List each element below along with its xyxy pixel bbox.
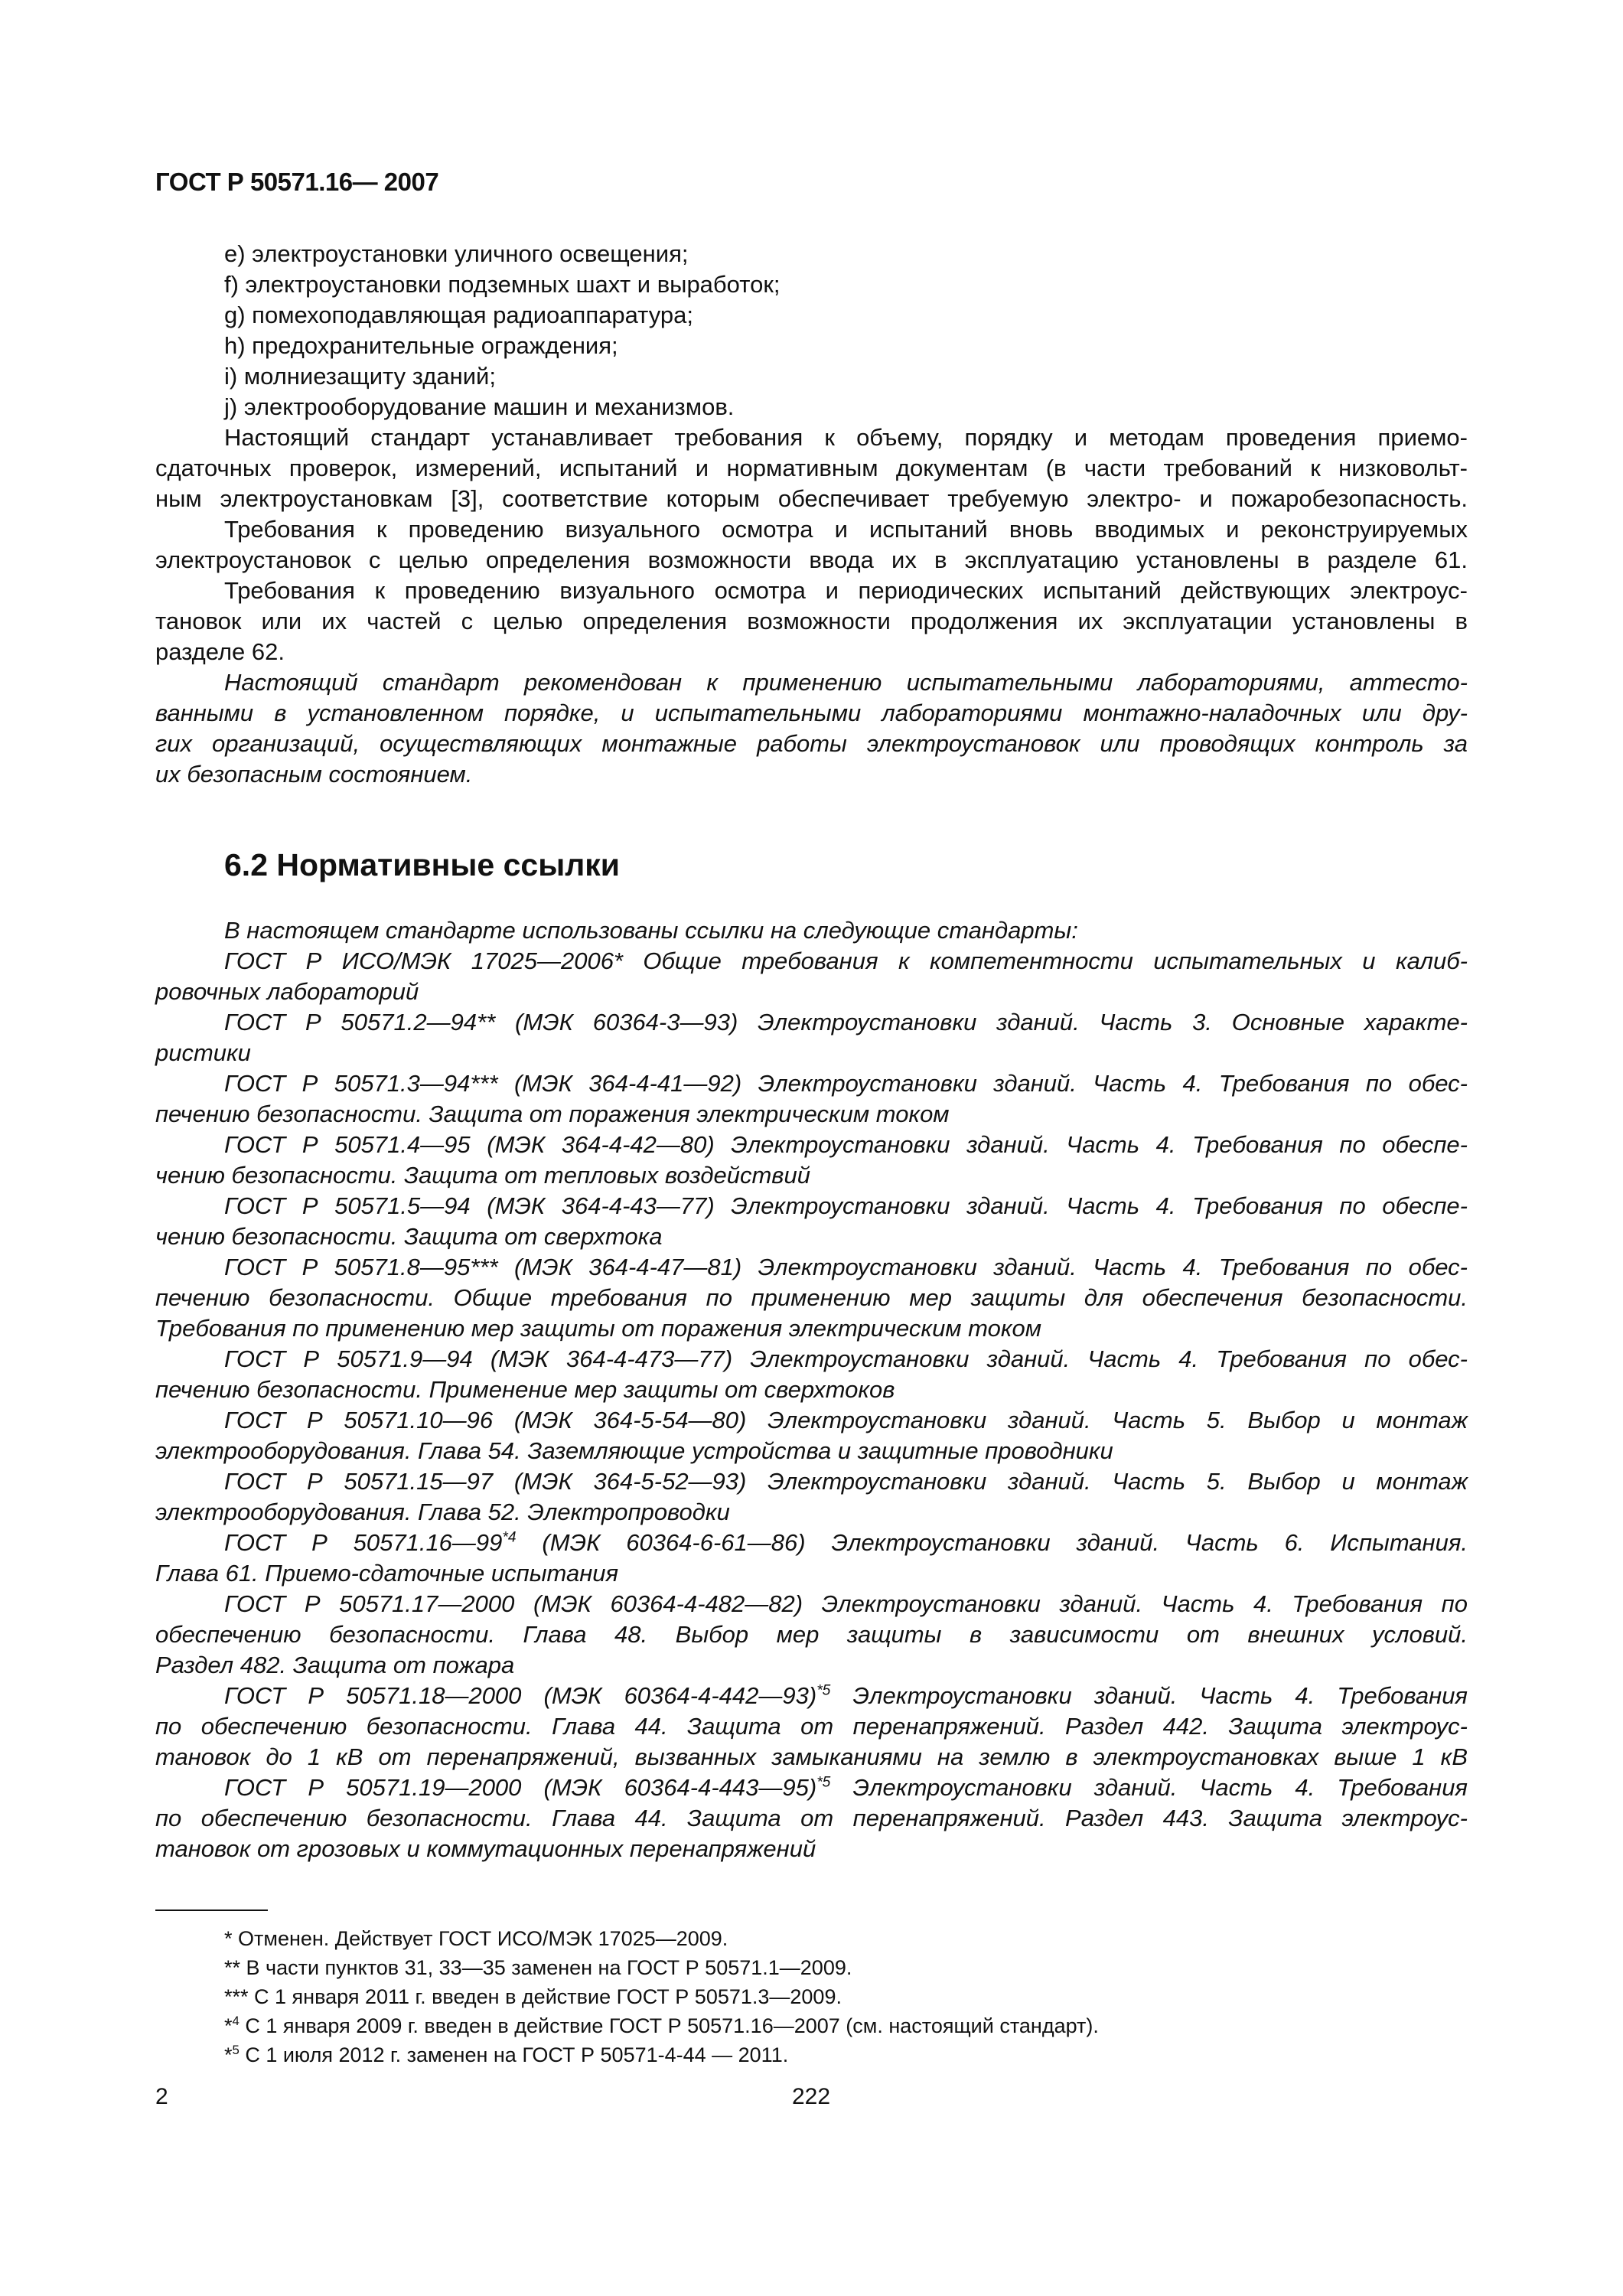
footnote-text: С 1 января 2009 г. введен в действие ГОСТ Р 50571.16—2007 (см. настоящий стандарт).	[239, 2014, 1099, 2037]
footnote-marker: *5	[816, 1682, 831, 1699]
reference-line: чению безопасности. Защита от тепловых воздействий	[155, 1162, 810, 1189]
reference-line: обеспечению безопасности. Глава 48. Выбор мер защиты в зависимости от внешних условий.	[155, 1621, 1468, 1648]
footnote	[224, 1953, 852, 1982]
footnote-mark-number: 5	[232, 2042, 240, 2057]
footnote-text: В части пунктов 31, 33—35 заменен на ГОСТ Р 50571.1—2009.	[240, 1956, 852, 1979]
reference-line: по обеспечению безопасности. Глава 44. Защита от перенапряжений. Раздел 443. Защита электроус-	[155, 1805, 1468, 1831]
paragraph-line: ным электроустановкам [3], соответствие которым обеспечивает требуемую электро- и пожаробезопасность.	[155, 485, 1468, 512]
reference-line: ГОСТ Р 50571.10—96 (МЭК 364-5-54—80) Электроустановки зданий. Часть 5. Выбор и монтаж	[224, 1407, 1468, 1433]
footnote-marker: *4	[502, 1529, 517, 1546]
page-number-local: 2	[155, 2084, 168, 2109]
reference-line: ристики	[155, 1039, 251, 1066]
reference-line: ГОСТ Р 50571.2—94** (МЭК 60364-3—93) Электроустановки зданий. Часть 3. Основные характе-	[224, 1009, 1468, 1035]
reference-line	[224, 1681, 1468, 1711]
footnote-mark: *	[224, 1927, 233, 1950]
reference-line: по обеспечению безопасности. Глава 44. Защита от перенапряжений. Раздел 442. Защита электроус-	[155, 1713, 1468, 1740]
document-header-id: ГОСТ Р 50571.16— 2007	[155, 168, 439, 196]
paragraph-line: Настоящий стандарт рекомендован к применению испытательными лабораториями, аттесто-	[224, 669, 1468, 696]
list-item: g) помехоподавляющая радиоаппаратура;	[224, 302, 693, 328]
paragraph-line: Требования к проведению визуального осмотра и испытаний вновь вводимых и реконструируемых	[224, 516, 1468, 543]
reference-line: ГОСТ Р 50571.3—94*** (МЭК 364-4-41—92) Электроустановки зданий. Часть 4. Требования по обес-	[224, 1070, 1468, 1097]
reference-title: Электроустановки зданий. Часть 4. Требования	[830, 1682, 1468, 1709]
list-item: i) молниезащиту зданий;	[224, 363, 496, 390]
footnote-separator	[155, 1910, 268, 1911]
reference-code: ГОСТ Р 50571.18—2000 (МЭК 60364-4-442—93)	[224, 1682, 817, 1709]
list-item: e) электроустановки уличного освещения;	[224, 240, 689, 267]
reference-line: печению безопасности. Применение мер защиты от сверхтоков	[155, 1376, 895, 1403]
footnote	[224, 1924, 728, 1953]
reference-line: ГОСТ Р 50571.9—94 (МЭК 364-4-473—77) Электроустановки зданий. Часть 4. Требования по обес-	[224, 1345, 1468, 1372]
reference-line: электрооборудования. Глава 54. Заземляющие устройства и защитные проводники	[155, 1437, 1113, 1464]
list-item: j) электрооборудование машин и механизмов.	[224, 393, 735, 420]
reference-line: электрооборудования. Глава 52. Электропроводки	[155, 1499, 730, 1525]
paragraph-line: ванными в установленном порядке, и испытательными лабораториями монтажно-наладочных или дру-	[155, 700, 1468, 726]
reference-line: ГОСТ Р 50571.4—95 (МЭК 364-4-42—80) Электроустановки зданий. Часть 4. Требования по обеспе-	[224, 1131, 1468, 1158]
reference-line: ГОСТ Р 50571.17—2000 (МЭК 60364-4-482—82) Электроустановки зданий. Часть 4. Требования по	[224, 1590, 1468, 1617]
reference-title: Электроустановки зданий. Часть 4. Требования	[830, 1774, 1468, 1801]
reference-line: тановок до 1 кВ от перенапряжений, вызванных замыканиями на землю в электроустановках выше 1 кВ	[155, 1743, 1468, 1770]
reference-line: Требования по применению мер защиты от поражения электрическим током	[155, 1315, 1042, 1342]
footnote-text: С 1 июля 2012 г. заменен на ГОСТ Р 50571-4-44 — 2011.	[239, 2043, 789, 2066]
reference-line: ровочных лабораторий	[155, 978, 419, 1005]
paragraph-line: Настоящий стандарт устанавливает требования к объему, порядку и методам проведения приемо-	[224, 424, 1468, 451]
reference-line: Раздел 482. Защита от пожара	[155, 1652, 515, 1678]
footnote-mark: *	[224, 2014, 233, 2037]
footnote-mark-number: 4	[232, 2013, 240, 2028]
reference-code: ГОСТ Р 50571.19—2000 (МЭК 60364-4-443—95)	[224, 1774, 817, 1801]
paragraph-line: электроустановок с целью определения возможности ввода их в эксплуатацию установлены в разделе 61.	[155, 546, 1468, 573]
paragraph-line: их безопасным состоянием.	[155, 761, 473, 788]
footnote-mark: **	[224, 1956, 241, 1979]
reference-line: чению безопасности. Защита от сверхтока	[155, 1223, 663, 1250]
reference-line: Глава 61. Приемо-сдаточные испытания	[155, 1560, 619, 1587]
footnote-text: Отменен. Действует ГОСТ ИСО/МЭК 17025—2009.	[232, 1927, 728, 1950]
reference-line: ГОСТ Р 50571.8—95*** (МЭК 364-4-47—81) Электроустановки зданий. Часть 4. Требования по обес-	[224, 1254, 1468, 1280]
paragraph-line: Требования к проведению визуального осмотра и периодических испытаний действующих электроус-	[224, 577, 1468, 604]
footnote-mark: ***	[224, 1985, 249, 2008]
paragraph-line: тановок или их частей с целью определения возможности продолжения их эксплуатации установлены в	[155, 608, 1468, 634]
page-number-global: 222	[792, 2084, 831, 2109]
footnote	[224, 2040, 788, 2069]
reference-line: тановок от грозовых и коммутационных перенапряжений	[155, 1835, 816, 1862]
section-intro: В настоящем стандарте использованы ссылки на следующие стандарты:	[224, 917, 1078, 944]
footnote	[224, 2011, 1099, 2040]
reference-code: ГОСТ Р 50571.16—99	[224, 1529, 503, 1556]
reference-line: ГОСТ Р 50571.15—97 (МЭК 364-5-52—93) Электроустановки зданий. Часть 5. Выбор и монтаж	[224, 1468, 1468, 1495]
reference-line: печению безопасности. Защита от поражения электрическим током	[155, 1101, 950, 1127]
list-item: h) предохранительные ограждения;	[224, 332, 618, 359]
reference-line: печению безопасности. Общие требования по применению мер защиты для обеспечения безопасности.	[155, 1284, 1468, 1311]
reference-title: (МЭК 60364-6-61—86) Электроустановки зданий. Часть 6. Испытания.	[516, 1529, 1468, 1556]
footnote-text: С 1 января 2011 г. введен в действие ГОСТ Р 50571.3—2009.	[248, 1985, 842, 2008]
footnote	[224, 1982, 842, 2011]
reference-line	[224, 1528, 1468, 1558]
list-item: f) электроустановки подземных шахт и выработок;	[224, 271, 781, 298]
paragraph-line: гих организаций, осуществляющих монтажные работы электроустановок или проводящих контроль за	[155, 730, 1468, 757]
paragraph-line: сдаточных проверок, измерений, испытаний и нормативным документам (в части требований к низковольт-	[155, 455, 1468, 481]
reference-line: ГОСТ Р 50571.5—94 (МЭК 364-4-43—77) Электроустановки зданий. Часть 4. Требования по обеспе-	[224, 1192, 1468, 1219]
footnote-mark: *	[224, 2043, 233, 2066]
reference-line	[224, 1773, 1468, 1803]
paragraph-line: разделе 62.	[155, 638, 285, 665]
footnote-marker: *5	[816, 1774, 831, 1791]
reference-line: ГОСТ Р ИСО/МЭК 17025—2006* Общие требования к компетентности испытательных и калиб-	[224, 947, 1468, 974]
section-title: 6.2 Нормативные ссылки	[224, 847, 620, 882]
